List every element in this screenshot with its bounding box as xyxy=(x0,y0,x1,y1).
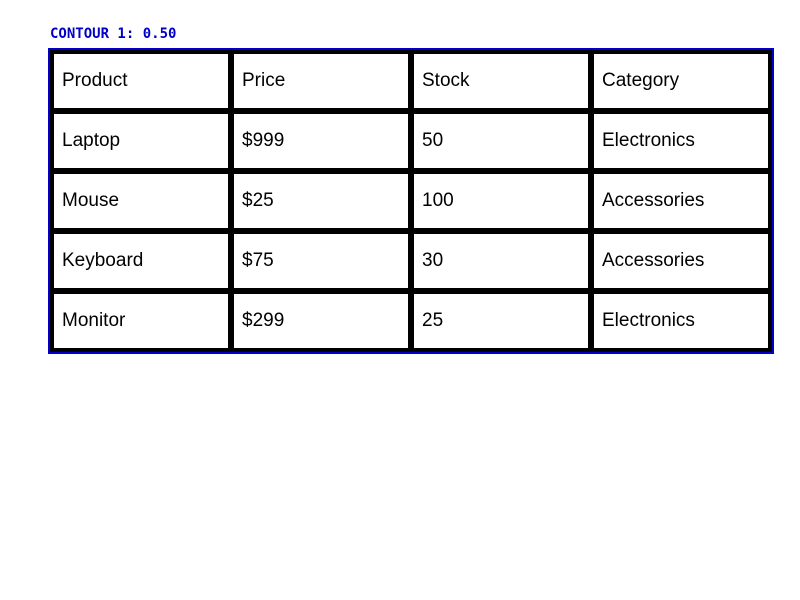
table-cell: $299 xyxy=(230,290,412,352)
table-cell: $999 xyxy=(230,110,412,172)
table-header-cell: Price xyxy=(230,50,412,112)
contour-label: CONTOUR 1: 0.50 xyxy=(50,26,177,42)
table-cell: Monitor xyxy=(50,290,232,352)
table-header-cell: Category xyxy=(590,50,772,112)
table-cell: 25 xyxy=(410,290,592,352)
table-cell: 50 xyxy=(410,110,592,172)
table-cell: Accessories xyxy=(590,230,772,292)
table-cell: Mouse xyxy=(50,170,232,232)
table-header-cell: Product xyxy=(50,50,232,112)
table-cell: Laptop xyxy=(50,110,232,172)
table-cell: 100 xyxy=(410,170,592,232)
table-cell: Keyboard xyxy=(50,230,232,292)
table-cell: Accessories xyxy=(590,170,772,232)
table-cell: Electronics xyxy=(590,110,772,172)
table-header-cell: Stock xyxy=(410,50,592,112)
table-cell: Electronics xyxy=(590,290,772,352)
table-cell: 30 xyxy=(410,230,592,292)
table-cell: $75 xyxy=(230,230,412,292)
table-cell: $25 xyxy=(230,170,412,232)
